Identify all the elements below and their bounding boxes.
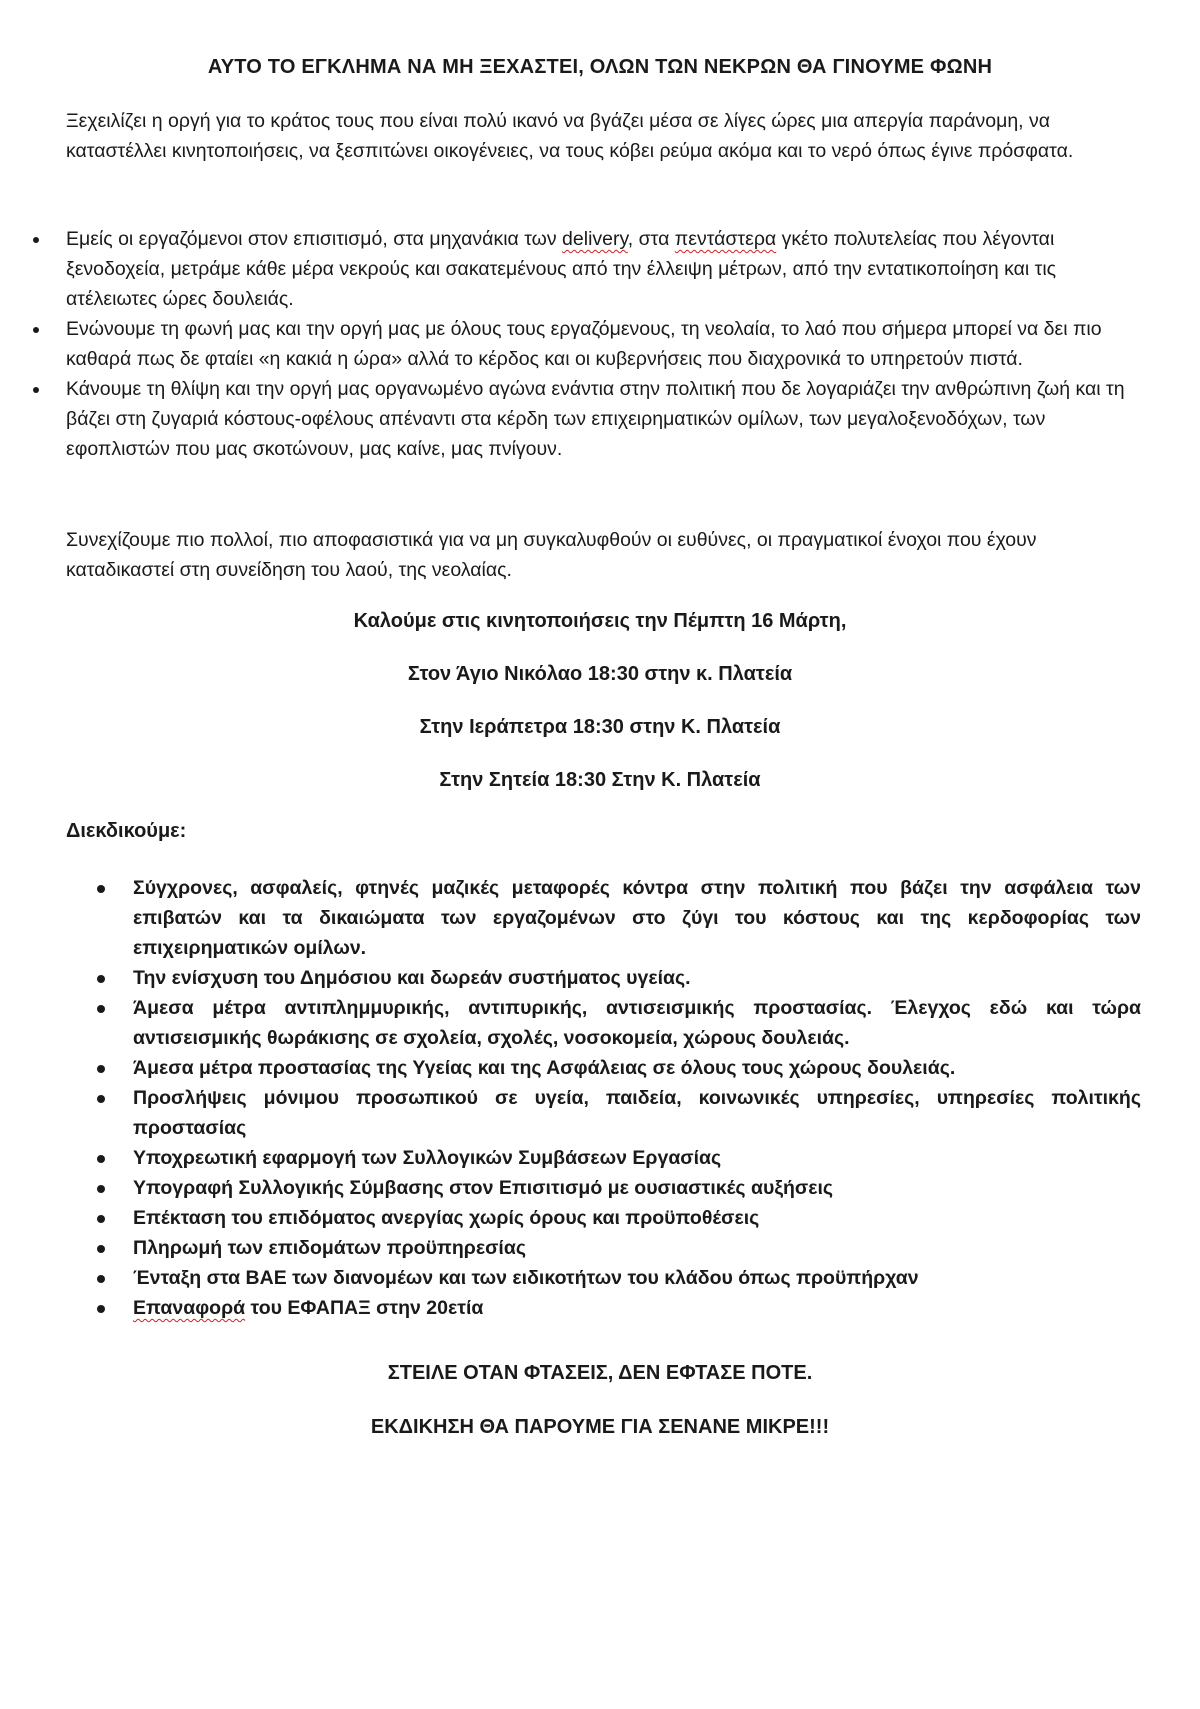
statement-text: , στα <box>627 228 675 250</box>
spellcheck-word: Επαναφορά <box>133 1297 246 1319</box>
location-agios-nikolaos: Στον Άγιο Νικόλαο 18:30 στην κ. Πλατεία <box>407 663 793 685</box>
spellcheck-word: delivery <box>562 228 628 250</box>
demand-item: Επέκταση του επιδόματος ανεργίας χωρίς όρους και προϋποθέσεις <box>133 1203 1141 1233</box>
demand-item: Άμεσα μέτρα προστασίας της Υγείας και της Ασφάλειας σε όλους τους χώρους δουλειάς. <box>133 1053 1141 1083</box>
statement-item-struggle: Κάνουμε τη θλίψη και την οργή μας οργανωμένο αγώνα ενάντια στην πολιτική που δε λογαριάζει την ανθρώπινη ζωή και τη βάζει στη ζυγαριά κόστους-οφέλους απέναντι στα κέρδη των επιχειρηματικών ομίλων, των μεγαλοξενοδόχων, των εφοπλιστών που μας σκοτώνουν, μας καίνε, μας πνίγουν. <box>66 374 1136 464</box>
demands-heading: Διεκδικούμε: <box>66 820 187 842</box>
demand-item: Υπογραφή Συλλογικής Σύμβασης στον Επισιτισμό με ουσιαστικές αυξήσεις <box>133 1173 1141 1203</box>
location-siteia: Στην Σητεία 18:30 Στην Κ. Πλατεία <box>439 769 761 791</box>
slogan-line: ΕΚΔΙΚΗΣΗ ΘΑ ΠΑΡΟΥΜΕ ΓΙΑ ΣΕΝΑΝΕ ΜΙΚΡΕ!!! <box>370 1416 830 1438</box>
statement-text: Εμείς οι εργαζόμενοι στον επισιτισμό, στα μηχανάκια των <box>66 228 563 250</box>
spellcheck-word: πεντάστερα <box>674 228 777 250</box>
demand-text: του ΕΦΑΠΑΞ στην 20ετία <box>245 1297 484 1319</box>
demand-item: Σύγχρονες, ασφαλείς, φτηνές μαζικές μεταφορές κόντρα στην πολιτική που βάζει την ασφάλεια των επιβατών και τα δικαιώματα των εργαζομένων στο ζύγι του κόστους και της κερδοφορίας των επιχειρηματικών ομίλων. <box>133 873 1141 963</box>
demand-item: Την ενίσχυση του Δημόσιου και δωρεάν συστήματος υγείας. <box>133 963 1141 993</box>
closing-paragraph: Συνεχίζουμε πιο πολλοί, πιο αποφασιστικά για να μη συγκαλυφθούν οι ευθύνες, οι πραγματικοί ένοχοι που έχουν καταδικαστεί στη συνείδηση του λαού, της νεολαίας. <box>66 529 1037 581</box>
statement-item-unite: Ενώνουμε τη φωνή μας και την οργή μας με όλους τους εργαζόμενους, τη νεολαία, το λαό που σήμερα μπορεί να δει πιο καθαρά πως δε φταίει «η κακιά η ώρα» αλλά το κέρδος και οι κυβερνήσεις που διαχρονικά το υπηρετούν πιστά. <box>66 314 1136 374</box>
demands-list <box>133 873 1141 1323</box>
demand-item: Υποχρεωτική εφαρμογή των Συλλογικών Συμβάσεων Εργασίας <box>133 1143 1141 1173</box>
demand-item <box>133 1293 1141 1323</box>
intro-paragraph: Ξεχειλίζει η οργή για το κράτος τους που είναι πολύ ικανό να βγάζει μέσα σε λίγες ώρες μια απεργία παράνομη, να καταστέλλει κινητοποιήσεις, να ξεσπιτώνει οικογένειες, να τους κόβει ρεύμα ακόμα και το νερό όπως έγινε πρόσφατα. <box>66 110 1074 162</box>
demand-item: Ένταξη στα ΒΑΕ των διανομέων και των ειδικοτήτων του κλάδου όπως προϋπήρχαν <box>133 1263 1141 1293</box>
location-ierapetra: Στην Ιεράπετρα 18:30 στην Κ. Πλατεία <box>419 716 781 738</box>
demand-item: Πληρωμή των επιδομάτων προϋπηρεσίας <box>133 1233 1141 1263</box>
statement-text: γκέτο πολυτελείας που λέγονται ξενοδοχεία, μετράμε κάθε μέρα νεκρούς και σακατεμένους από την έλλειψη μέτρων, από την εντατικοποίηση και τις ατέλειωτες ώρες δουλειάς. <box>66 228 1057 310</box>
slogan-line: ΣΤΕΙΛΕ ΟΤΑΝ ΦΤΑΣΕΙΣ, ΔΕΝ ΕΦΤΑΣΕ ΠΟΤΕ. <box>387 1362 813 1384</box>
demand-item: Προσλήψεις μόνιμου προσωπικού σε υγεία, παιδεία, κοινωνικές υπηρεσίες, υπηρεσίες πολιτικής προστασίας <box>133 1083 1141 1143</box>
call-to-action: Καλούμε στις κινητοποιήσεις την Πέμπτη 16 Μάρτη, <box>353 610 847 632</box>
statement-item-workers <box>66 224 1136 314</box>
demand-item: Άμεσα μέτρα αντιπλημμυρικής, αντιπυρικής, αντισεισμικής προστασίας. Έλεγχος εδώ και τώρα αντισεισμικής θωράκισης σε σχολεία, σχολές, νοσοκομεία, χώρους δουλειάς. <box>133 993 1141 1053</box>
statement-list <box>66 224 1136 464</box>
document-title: ΑΥΤΟ ΤΟ ΕΓΚΛΗΜΑ ΝΑ ΜΗ ΞΕΧΑΣΤΕΙ, ΟΛΩΝ ΤΩΝ ΝΕΚΡΩΝ ΘΑ ΓΙΝΟΥΜΕ ΦΩΝΗ <box>207 56 993 78</box>
